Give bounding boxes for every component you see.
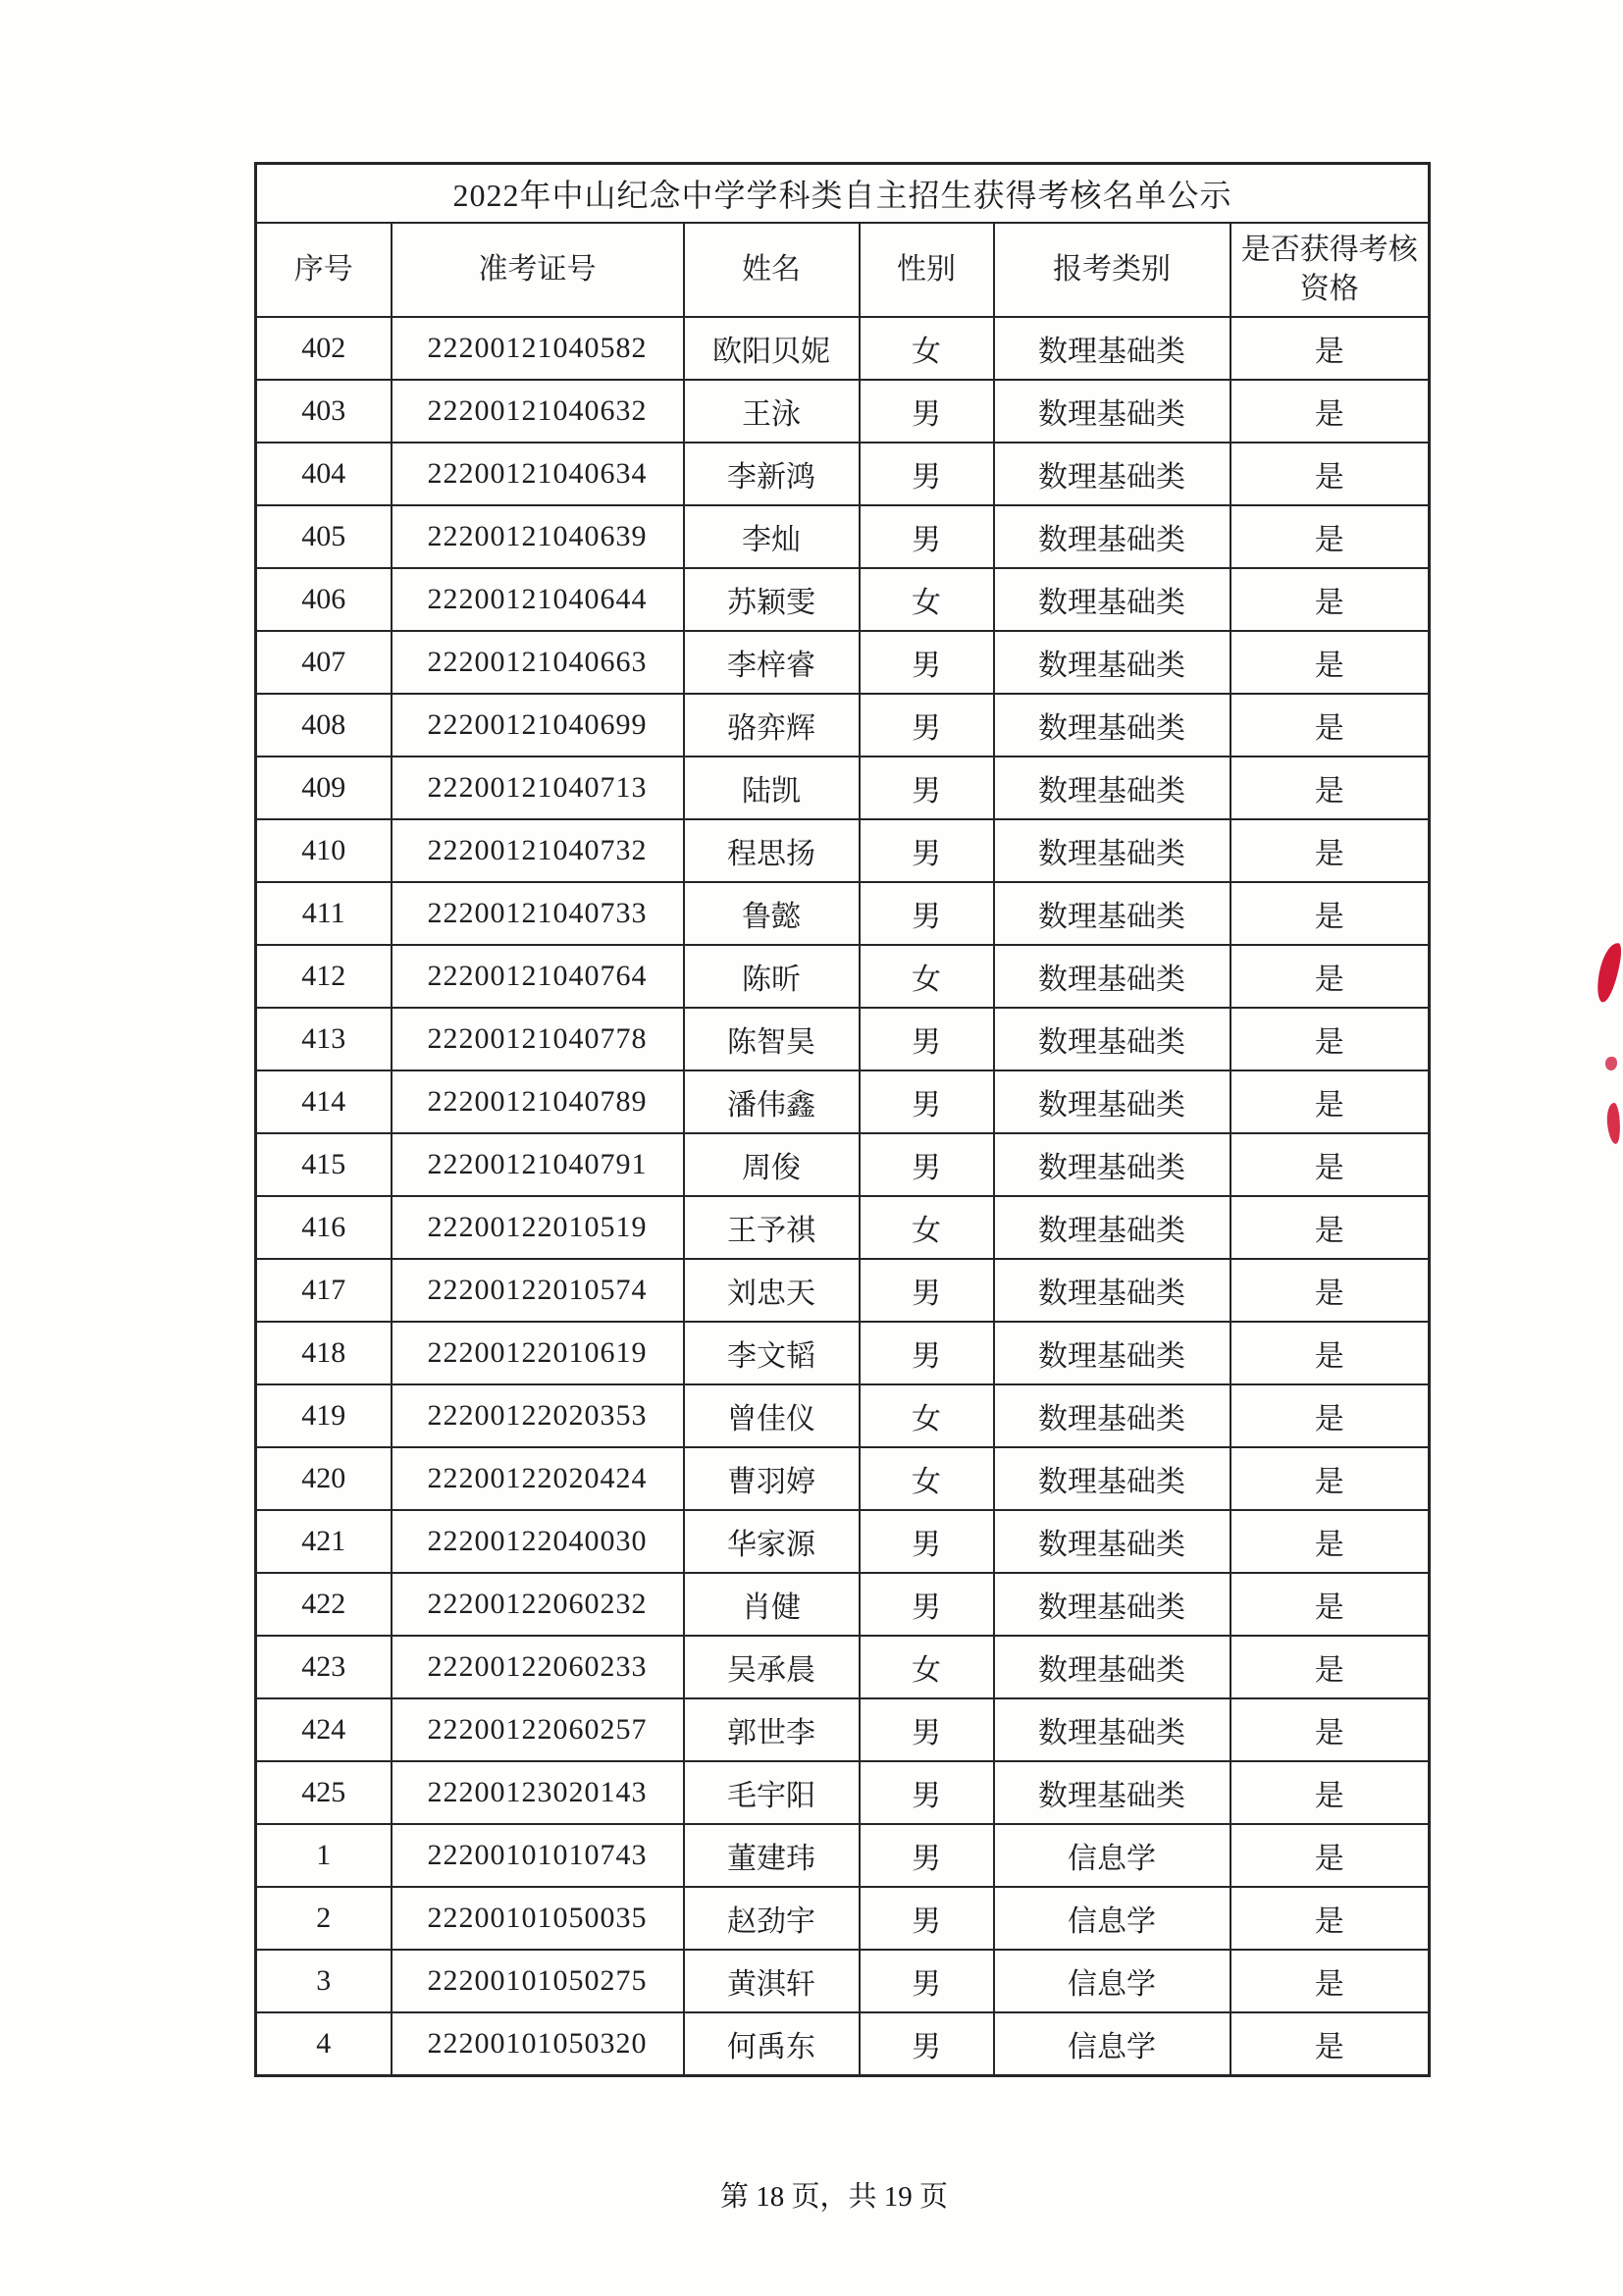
cell-ticket-number: 22200121040639: [392, 505, 684, 568]
table-row: [256, 631, 1430, 694]
cell-category: 数理基础类: [994, 317, 1230, 380]
cell-serial: 425: [256, 1761, 392, 1824]
cell-serial: 423: [256, 1636, 392, 1698]
cell-qualified: 是: [1230, 1761, 1430, 1824]
table-row: [256, 568, 1430, 631]
cell-gender: 男: [860, 1008, 994, 1070]
table-row: [256, 1573, 1430, 1636]
column-header-serial: 序号: [256, 223, 392, 317]
cell-serial: 406: [256, 568, 392, 631]
table-row: [256, 757, 1430, 819]
cell-gender: 男: [860, 505, 994, 568]
cell-name: 周俊: [684, 1133, 860, 1196]
cell-serial: 411: [256, 882, 392, 945]
cell-ticket-number: 22200122010619: [392, 1322, 684, 1384]
table-row: [256, 1384, 1430, 1447]
cell-name: 程思扬: [684, 819, 860, 882]
table-row: [256, 1447, 1430, 1510]
cell-qualified: 是: [1230, 505, 1430, 568]
cell-serial: 410: [256, 819, 392, 882]
cell-category: 数理基础类: [994, 1636, 1230, 1698]
cell-serial: 412: [256, 945, 392, 1008]
cell-qualified: 是: [1230, 317, 1430, 380]
table-row: [256, 1824, 1430, 1887]
cell-category: 数理基础类: [994, 819, 1230, 882]
table-row: [256, 819, 1430, 882]
cell-serial: 402: [256, 317, 392, 380]
cell-category: 数理基础类: [994, 1573, 1230, 1636]
cell-gender: 女: [860, 568, 994, 631]
cell-serial: 413: [256, 1008, 392, 1070]
cell-name: 苏颖雯: [684, 568, 860, 631]
cell-ticket-number: 22200101050275: [392, 1950, 684, 2012]
cell-gender: 男: [860, 694, 994, 757]
cell-serial: 424: [256, 1698, 392, 1761]
table-row: [256, 1070, 1430, 1133]
cell-serial: 2: [256, 1887, 392, 1950]
cell-category: 数理基础类: [994, 631, 1230, 694]
cell-gender: 男: [860, 1950, 994, 2012]
cell-ticket-number: 22200101050320: [392, 2012, 684, 2076]
cell-name: 肖健: [684, 1573, 860, 1636]
cell-gender: 男: [860, 757, 994, 819]
cell-serial: 405: [256, 505, 392, 568]
cell-ticket-number: 22200122040030: [392, 1510, 684, 1573]
cell-qualified: 是: [1230, 1322, 1430, 1384]
cell-qualified: 是: [1230, 568, 1430, 631]
cell-qualified: 是: [1230, 1070, 1430, 1133]
red-ink-artifact: [1605, 1102, 1622, 1144]
cell-ticket-number: 22200121040582: [392, 317, 684, 380]
cell-gender: 女: [860, 1196, 994, 1259]
cell-qualified: 是: [1230, 380, 1430, 443]
cell-category: 数理基础类: [994, 1196, 1230, 1259]
cell-name: 毛宇阳: [684, 1761, 860, 1824]
cell-name: 陈昕: [684, 945, 860, 1008]
table-row: [256, 945, 1430, 1008]
table-row: [256, 1259, 1430, 1322]
cell-serial: 415: [256, 1133, 392, 1196]
table-row: [256, 505, 1430, 568]
cell-ticket-number: 22200122060232: [392, 1573, 684, 1636]
cell-name: 华家源: [684, 1510, 860, 1573]
cell-name: 何禹东: [684, 2012, 860, 2076]
cell-category: 数理基础类: [994, 945, 1230, 1008]
table-body: [256, 317, 1430, 2076]
table-header-row: [256, 223, 1430, 317]
cell-serial: 404: [256, 443, 392, 505]
cell-ticket-number: 22200122020353: [392, 1384, 684, 1447]
cell-category: 数理基础类: [994, 694, 1230, 757]
table-row: [256, 694, 1430, 757]
cell-gender: 男: [860, 1761, 994, 1824]
cell-qualified: 是: [1230, 1196, 1430, 1259]
cell-ticket-number: 22200121040764: [392, 945, 684, 1008]
cell-category: 数理基础类: [994, 757, 1230, 819]
red-ink-artifact: [1595, 941, 1623, 1004]
table-row: [256, 1322, 1430, 1384]
cell-gender: 男: [860, 1070, 994, 1133]
cell-name: 李文韬: [684, 1322, 860, 1384]
cell-gender: 男: [860, 1259, 994, 1322]
cell-category: 数理基础类: [994, 443, 1230, 505]
cell-qualified: 是: [1230, 2012, 1430, 2076]
column-header-qualified: 是否获得考核资格: [1230, 223, 1430, 317]
cell-name: 郭世李: [684, 1698, 860, 1761]
cell-name: 李新鸿: [684, 443, 860, 505]
cell-gender: 男: [860, 1133, 994, 1196]
table-row: [256, 2012, 1430, 2076]
cell-serial: 421: [256, 1510, 392, 1573]
cell-category: 数理基础类: [994, 882, 1230, 945]
cell-name: 鲁懿: [684, 882, 860, 945]
cell-qualified: 是: [1230, 819, 1430, 882]
cell-ticket-number: 22200122060257: [392, 1698, 684, 1761]
cell-qualified: 是: [1230, 1636, 1430, 1698]
cell-ticket-number: 22200123020143: [392, 1761, 684, 1824]
cell-ticket-number: 22200101050035: [392, 1887, 684, 1950]
cell-ticket-number: 22200122010574: [392, 1259, 684, 1322]
cell-serial: 4: [256, 2012, 392, 2076]
cell-qualified: 是: [1230, 945, 1430, 1008]
cell-name: 李灿: [684, 505, 860, 568]
column-header-name: 姓名: [684, 223, 860, 317]
cell-ticket-number: 22200121040632: [392, 380, 684, 443]
cell-name: 李梓睿: [684, 631, 860, 694]
cell-category: 数理基础类: [994, 505, 1230, 568]
red-ink-artifact: [1605, 1057, 1617, 1070]
cell-gender: 男: [860, 380, 994, 443]
cell-serial: 409: [256, 757, 392, 819]
cell-qualified: 是: [1230, 1887, 1430, 1950]
cell-qualified: 是: [1230, 757, 1430, 819]
cell-name: 曹羽婷: [684, 1447, 860, 1510]
table-row: [256, 1196, 1430, 1259]
cell-serial: 420: [256, 1447, 392, 1510]
cell-serial: 417: [256, 1259, 392, 1322]
cell-qualified: 是: [1230, 443, 1430, 505]
cell-gender: 女: [860, 1447, 994, 1510]
table-row: [256, 882, 1430, 945]
cell-category: 数理基础类: [994, 1008, 1230, 1070]
cell-name: 王泳: [684, 380, 860, 443]
cell-ticket-number: 22200121040778: [392, 1008, 684, 1070]
cell-gender: 男: [860, 1698, 994, 1761]
cell-qualified: 是: [1230, 1384, 1430, 1447]
cell-gender: 女: [860, 317, 994, 380]
cell-ticket-number: 22200121040699: [392, 694, 684, 757]
cell-category: 信息学: [994, 1950, 1230, 2012]
table-row: [256, 1133, 1430, 1196]
cell-name: 骆弈辉: [684, 694, 860, 757]
cell-category: 数理基础类: [994, 1259, 1230, 1322]
cell-category: 数理基础类: [994, 1322, 1230, 1384]
cell-ticket-number: 22200121040791: [392, 1133, 684, 1196]
cell-gender: 男: [860, 1824, 994, 1887]
cell-category: 数理基础类: [994, 1447, 1230, 1510]
cell-serial: 416: [256, 1196, 392, 1259]
cell-qualified: 是: [1230, 1950, 1430, 2012]
cell-gender: 男: [860, 1573, 994, 1636]
cell-name: 曾佳仪: [684, 1384, 860, 1447]
cell-category: 信息学: [994, 2012, 1230, 2076]
column-header-category: 报考类别: [994, 223, 1230, 317]
cell-ticket-number: 22200121040732: [392, 819, 684, 882]
cell-ticket-number: 22200121040789: [392, 1070, 684, 1133]
cell-qualified: 是: [1230, 1573, 1430, 1636]
cell-category: 数理基础类: [994, 380, 1230, 443]
cell-serial: 3: [256, 1950, 392, 2012]
cell-category: 数理基础类: [994, 1070, 1230, 1133]
cell-name: 赵劲宇: [684, 1887, 860, 1950]
cell-name: 王予祺: [684, 1196, 860, 1259]
cell-gender: 女: [860, 1636, 994, 1698]
cell-serial: 422: [256, 1573, 392, 1636]
cell-category: 数理基础类: [994, 1384, 1230, 1447]
cell-qualified: 是: [1230, 1698, 1430, 1761]
cell-category: 数理基础类: [994, 1698, 1230, 1761]
cell-qualified: 是: [1230, 1008, 1430, 1070]
table-row: [256, 380, 1430, 443]
cell-name: 陆凯: [684, 757, 860, 819]
cell-name: 潘伟鑫: [684, 1070, 860, 1133]
cell-gender: 男: [860, 1322, 994, 1384]
cell-gender: 男: [860, 882, 994, 945]
cell-gender: 男: [860, 631, 994, 694]
cell-gender: 男: [860, 443, 994, 505]
cell-gender: 女: [860, 1384, 994, 1447]
cell-qualified: 是: [1230, 882, 1430, 945]
table-row: [256, 1008, 1430, 1070]
table-row: [256, 1761, 1430, 1824]
table-row: [256, 317, 1430, 380]
cell-gender: 男: [860, 2012, 994, 2076]
roster-table: [254, 162, 1431, 2077]
column-header-gender: 性别: [860, 223, 994, 317]
column-header-ticket-number: 准考证号: [392, 223, 684, 317]
cell-gender: 男: [860, 1510, 994, 1573]
cell-serial: 403: [256, 380, 392, 443]
cell-name: 黄淇轩: [684, 1950, 860, 2012]
cell-ticket-number: 22200101010743: [392, 1824, 684, 1887]
cell-ticket-number: 22200122060233: [392, 1636, 684, 1698]
cell-ticket-number: 22200121040733: [392, 882, 684, 945]
cell-serial: 407: [256, 631, 392, 694]
cell-name: 陈智昊: [684, 1008, 860, 1070]
cell-ticket-number: 22200121040634: [392, 443, 684, 505]
cell-ticket-number: 22200121040713: [392, 757, 684, 819]
cell-gender: 男: [860, 819, 994, 882]
cell-serial: 408: [256, 694, 392, 757]
table-title-row: [256, 164, 1430, 224]
cell-name: 吴承晨: [684, 1636, 860, 1698]
cell-category: 数理基础类: [994, 568, 1230, 631]
table-row: [256, 443, 1430, 505]
table-title: 2022年中山纪念中学学科类自主招生获得考核名单公示: [256, 164, 1430, 224]
cell-category: 信息学: [994, 1824, 1230, 1887]
cell-qualified: 是: [1230, 631, 1430, 694]
cell-name: 董建玮: [684, 1824, 860, 1887]
cell-ticket-number: 22200121040644: [392, 568, 684, 631]
cell-qualified: 是: [1230, 1259, 1430, 1322]
cell-ticket-number: 22200121040663: [392, 631, 684, 694]
table-row: [256, 1698, 1430, 1761]
cell-serial: 1: [256, 1824, 392, 1887]
cell-ticket-number: 22200122010519: [392, 1196, 684, 1259]
cell-category: 数理基础类: [994, 1510, 1230, 1573]
cell-ticket-number: 22200122020424: [392, 1447, 684, 1510]
cell-qualified: 是: [1230, 1510, 1430, 1573]
cell-serial: 414: [256, 1070, 392, 1133]
page-footer: 第 18 页，共 19 页: [719, 2181, 948, 2213]
table-row: [256, 1887, 1430, 1950]
cell-category: 数理基础类: [994, 1133, 1230, 1196]
cell-category: 信息学: [994, 1887, 1230, 1950]
cell-gender: 男: [860, 1887, 994, 1950]
cell-qualified: 是: [1230, 694, 1430, 757]
cell-category: 数理基础类: [994, 1761, 1230, 1824]
cell-gender: 女: [860, 945, 994, 1008]
table-row: [256, 1510, 1430, 1573]
cell-qualified: 是: [1230, 1447, 1430, 1510]
cell-serial: 419: [256, 1384, 392, 1447]
cell-qualified: 是: [1230, 1824, 1430, 1887]
cell-name: 欧阳贝妮: [684, 317, 860, 380]
cell-name: 刘忠天: [684, 1259, 860, 1322]
cell-serial: 418: [256, 1322, 392, 1384]
table-row: [256, 1636, 1430, 1698]
cell-qualified: 是: [1230, 1133, 1430, 1196]
table-row: [256, 1950, 1430, 2012]
